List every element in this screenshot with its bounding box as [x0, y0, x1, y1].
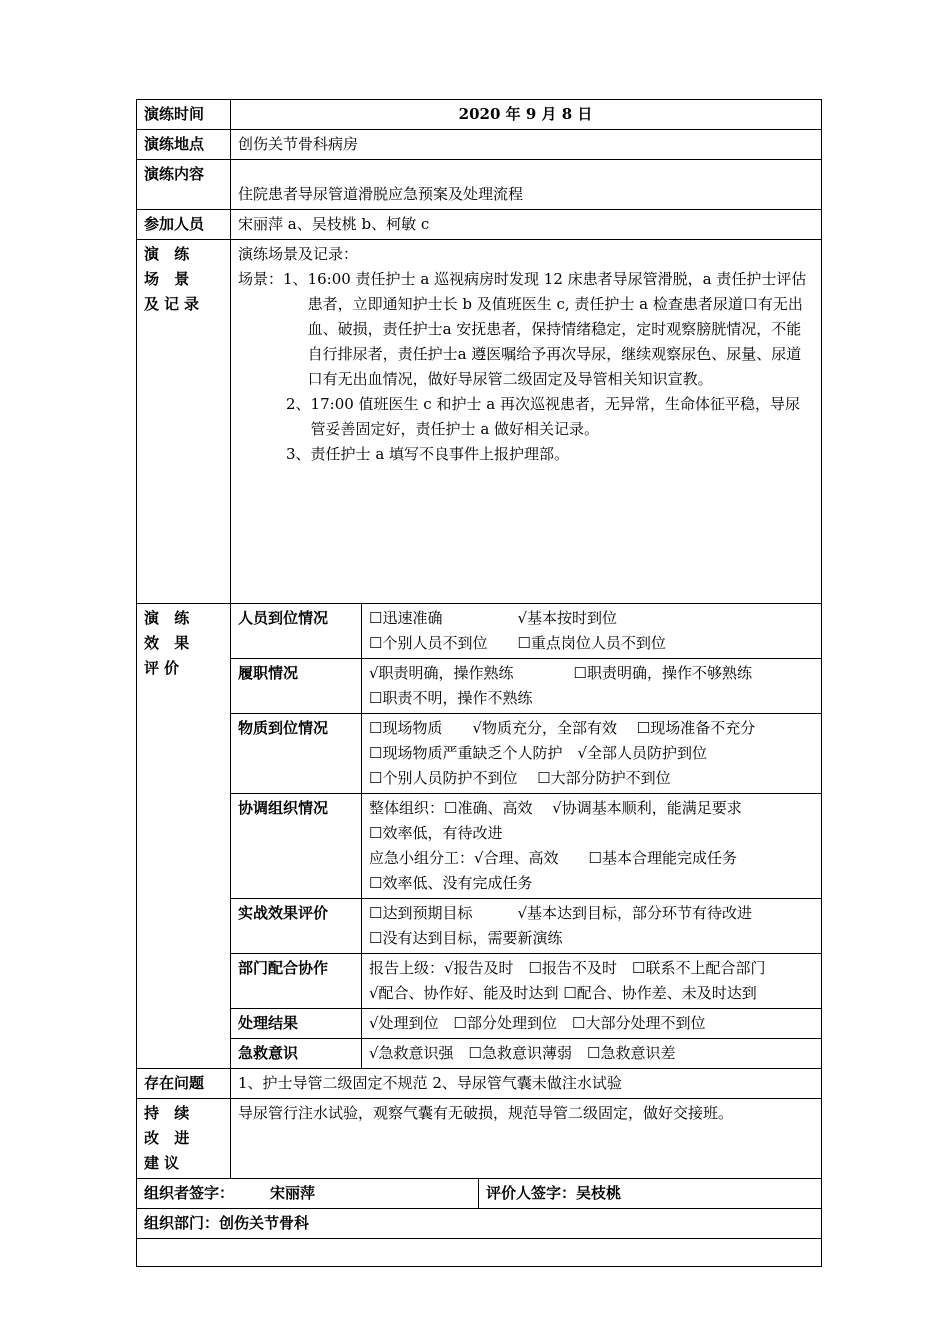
organizing-department	[137, 1209, 822, 1239]
organizer-signature	[137, 1179, 479, 1209]
eval-item-label: 协调组织情况	[231, 794, 362, 899]
time-label: 演练时间	[137, 100, 231, 130]
eval-option-line: 报告上级：√报告及时 ☐报告不及时 ☐联系不上配合部门	[369, 959, 766, 977]
eval-item-options	[362, 1009, 822, 1039]
scene-item-1	[238, 267, 813, 392]
eval-option-line: 应急小组分工：√合理、高效 ☐基本合理能完成任务	[369, 849, 738, 867]
organizer-sign-name: 宋丽萍	[270, 1184, 316, 1202]
eval-row-7	[137, 1009, 822, 1039]
row-signatures	[137, 1179, 822, 1209]
eval-row-6	[137, 954, 822, 1009]
evaluator-signature	[479, 1179, 822, 1209]
suggest-value: 导尿管行注水试验，观察气囊有无破损，规范导管二级固定，做好交接班。	[231, 1099, 822, 1179]
organizer-sign-label: 组织者签字：	[144, 1184, 235, 1202]
eval-item-label: 物质到位情况	[231, 714, 362, 794]
problem-label: 存在问题	[137, 1069, 231, 1099]
content-value	[231, 160, 822, 210]
row-people	[137, 210, 822, 240]
scene-item-num: 2、	[286, 395, 311, 413]
eval-item-options	[362, 794, 822, 899]
eval-option-line: ☐个别人员不到位 ☐重点岗位人员不到位	[369, 634, 666, 652]
eval-item-label: 急救意识	[231, 1039, 362, 1069]
eval-row-1	[137, 604, 822, 659]
row-problem	[137, 1069, 822, 1099]
eval-item-options	[362, 899, 822, 954]
eval-row-5	[137, 899, 822, 954]
content-label: 演练内容	[137, 160, 231, 210]
row-empty	[137, 1239, 822, 1267]
eval-option-line: ☐没有达到目标，需要新演练	[369, 929, 563, 947]
scene-item-3	[286, 442, 813, 467]
scene-item-2	[286, 392, 813, 442]
place-value: 创伤关节骨科病房	[231, 130, 822, 160]
row-time	[137, 100, 822, 130]
eval-row-2	[137, 659, 822, 714]
people-label: 参加人员	[137, 210, 231, 240]
eval-row-4	[137, 794, 822, 899]
eval-item-label: 处理结果	[231, 1009, 362, 1039]
eval-option-line: ☐职责不明，操作不熟练	[369, 689, 533, 707]
scene-item-text: 16:00 责任护士 a 巡视病房时发现 12 床患者导尿管滑脱，a 责任护士评估患者，立即通知护士长 b 及值班医生 c, 责任护士 a 检查患者尿道口有无出血、破损，责任护士a 安抚患者，保持情绪稳定，定时观察膀胱情况，不能自行排尿者，责任护士a 遵医嘱给予再次导尿，继续观察尿色、尿量、尿道口有无出血情况，做好导尿管二级固定及导管相关知识宣教。	[307, 270, 807, 388]
empty-cell	[137, 1239, 822, 1267]
eval-option-line: ☐现场物质严重缺乏个人防护 √全部人员防护到位	[369, 744, 708, 762]
eval-option-line: ☐现场物质 √物质充分，全部有效 ☐现场准备不充分	[369, 719, 756, 737]
row-scene	[137, 240, 822, 604]
dept-value: 创伤关节骨科	[219, 1214, 310, 1232]
eval-option-line: √职责明确，操作熟练 ☐职责明确，操作不够熟练	[369, 664, 753, 682]
evaluator-sign-name: 吴枝桃	[576, 1184, 622, 1202]
row-suggest	[137, 1099, 822, 1179]
drill-record-table	[136, 99, 822, 1267]
scene-item-num: 3、	[286, 445, 311, 463]
place-label: 演练地点	[137, 130, 231, 160]
scene-prefix: 场景：	[238, 270, 284, 288]
eval-item-options	[362, 1039, 822, 1069]
eval-item-label: 履职情况	[231, 659, 362, 714]
evaluator-sign-label: 评价人签字：	[486, 1184, 577, 1202]
eval-option-line: ☐效率低、没有完成任务	[369, 874, 533, 892]
eval-item-options	[362, 659, 822, 714]
suggest-label: 持 续 改 进 建议	[137, 1099, 231, 1179]
eval-option-line: ☐迅速准确 √基本按时到位	[369, 609, 618, 627]
eval-row-8	[137, 1039, 822, 1069]
dept-label: 组织部门：	[144, 1214, 220, 1232]
scene-label: 演 练 场 景 及记录	[137, 240, 231, 604]
eval-option-line: √急救意识强 ☐急救意识薄弱 ☐急救意识差	[369, 1044, 676, 1062]
content-text: 住院患者导尿管道滑脱应急预案及处理流程	[238, 185, 524, 203]
scene-item-num: 1、	[283, 270, 308, 288]
eval-item-options	[362, 714, 822, 794]
row-content	[137, 160, 822, 210]
eval-option-line: ☐个别人员防护不到位 ☐大部分防护不到位	[369, 769, 671, 787]
row-place	[137, 130, 822, 160]
eval-row-3	[137, 714, 822, 794]
scene-item-text: 17:00 值班医生 c 和护士 a 再次巡视患者，无异常，生命体征平稳，导尿管妥善固定好，责任护士 a 做好相关记录。	[310, 395, 800, 438]
eval-option-line: √处理到位 ☐部分处理到位 ☐大部分处理不到位	[369, 1014, 706, 1032]
eval-option-line: ☐达到预期目标 √基本达到目标，部分环节有待改进	[369, 904, 753, 922]
eval-option-line: √配合、协作好、能及时达到 ☐配合、协作差、未及时达到	[369, 984, 757, 1002]
eval-option-line: ☐效率低，有待改进	[369, 824, 503, 842]
eval-item-label: 人员到位情况	[231, 604, 362, 659]
eval-item-options	[362, 604, 822, 659]
eval-item-label: 部门配合协作	[231, 954, 362, 1009]
scene-title: 演练场景及记录：	[238, 245, 359, 263]
eval-option-line: 整体组织：☐准确、高效 √协调基本顺利，能满足要求	[369, 799, 742, 817]
people-value: 宋丽萍 a、吴枝桃 b、柯敏 c	[231, 210, 822, 240]
eval-item-label: 实战效果评价	[231, 899, 362, 954]
problem-value: 1、护士导管二级固定不规范 2、导尿管气囊未做注水试验	[231, 1069, 822, 1099]
row-department	[137, 1209, 822, 1239]
eval-label: 演 练 效 果 评价	[137, 604, 231, 1069]
scene-item-text: 责任护士 a 填写不良事件上报护理部。	[310, 445, 570, 463]
eval-item-options	[362, 954, 822, 1009]
time-value: 2020 年 9 月 8 日	[231, 100, 822, 130]
scene-record	[231, 240, 822, 604]
